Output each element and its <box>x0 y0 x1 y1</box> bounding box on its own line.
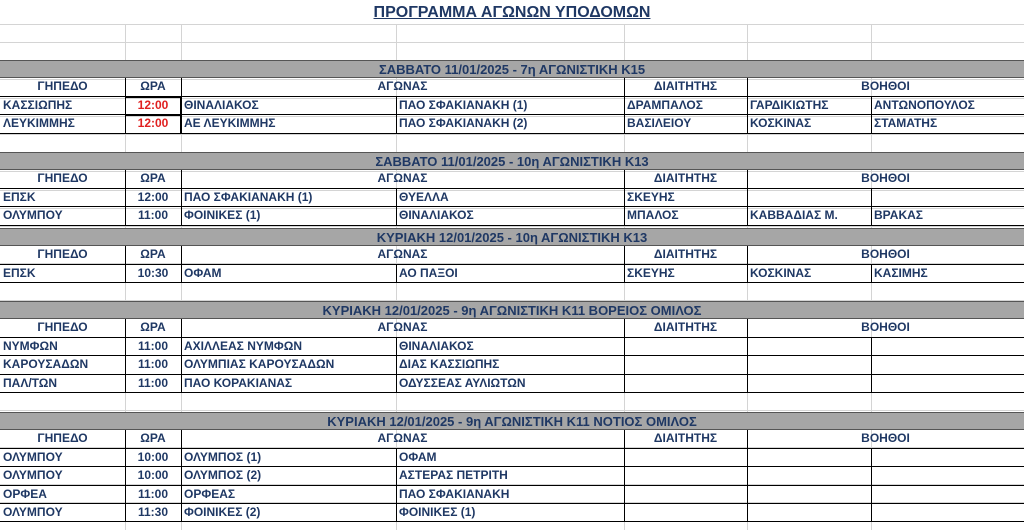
cell-venue: ΚΑΣΣΙΩΠΗΣ <box>3 97 73 112</box>
column-header-match: ΑΓΩΝΑΣ <box>377 431 428 446</box>
cell-assistant2: ΚΑΣΙΜΗΣ <box>874 265 928 280</box>
row-divider <box>0 246 1024 264</box>
cell-home: ΠΑΟ ΚΟΡΑΚΙΑΝΑΣ <box>184 375 293 390</box>
column-divider <box>624 319 625 337</box>
column-divider <box>747 78 748 96</box>
section-header: ΚΥΡΙΑΚΗ 12/01/2025 - 9η ΑΓΩΝΙΣΤΙΚΗ Κ11 ΝΟΤΙΟΣ ΟΜΙΛΟΣ <box>0 412 1024 430</box>
column-header-match: ΑΓΩΝΑΣ <box>377 247 428 262</box>
cell-away: ΘΙΝΑΛΙΑΚΟΣ <box>399 338 474 353</box>
cell-venue: ΟΛΥΜΠΟΥ <box>3 208 63 223</box>
cell-assistant1 <box>747 189 871 207</box>
column-header-referee: ΔΙΑΙΤΗΤΗΣ <box>653 431 718 446</box>
column-divider <box>181 78 182 96</box>
section-header: ΣΑΒΒΑΤΟ 11/01/2025 - 10η ΑΓΩΝΙΣΤΙΚΗ Κ13 <box>0 152 1024 170</box>
column-header-venue: ΓΗΠΕΔΟ <box>37 171 88 186</box>
cell-venue: ΟΡΦΕΑ <box>3 486 47 501</box>
column-header-referee: ΔΙΑΙΤΗΤΗΣ <box>653 171 718 186</box>
page-title: ΠΡΟΓΡΑΜΜΑ ΑΓΩΝΩΝ ΥΠΟΔΟΜΩΝ <box>373 4 651 21</box>
cell-time: 11:00 <box>137 375 169 390</box>
cell-home: ΟΡΦΕΑΣ <box>184 486 236 501</box>
cell-referee <box>624 467 747 485</box>
cell-time: 11:00 <box>137 208 169 223</box>
column-divider <box>125 78 126 96</box>
column-header-time: ΩΡΑ <box>140 247 166 262</box>
column-header-assistants: ΒΟΗΘΟΙ <box>861 320 910 335</box>
cell-referee <box>624 449 747 467</box>
cell-away: ΔΙΑΣ ΚΑΣΣΙΩΠΗΣ <box>399 357 500 372</box>
cell-home: ΟΛΥΜΠΙΑΣ ΚΑΡΟΥΣΑΔΩΝ <box>184 357 335 372</box>
cell-time: 10:30 <box>137 265 169 280</box>
row-divider <box>0 78 1024 96</box>
column-header-venue: ΓΗΠΕΔΟ <box>37 320 88 335</box>
cell-assistant2: ΣΤΑΜΑΤΗΣ <box>874 116 938 131</box>
row-divider <box>0 319 1024 337</box>
cell-away: ΘΙΝΑΛΙΑΚΟΣ <box>399 208 474 223</box>
cell-assistant2 <box>871 486 1024 504</box>
cell-assistant2: ΑΝΤΩΝΟΠΟΥΛΟΣ <box>874 97 975 112</box>
cell-referee <box>624 338 747 356</box>
cell-venue: ΛΕΥΚΙΜΜΗΣ <box>3 116 75 131</box>
cell-assistant2: ΒΡΑΚΑΣ <box>874 208 923 223</box>
column-header-time: ΩΡΑ <box>140 79 166 94</box>
column-header-assistants: ΒΟΗΘΟΙ <box>861 247 910 262</box>
column-header-time: ΩΡΑ <box>140 171 166 186</box>
column-divider <box>125 170 126 188</box>
cell-time: 11:00 <box>137 338 169 353</box>
column-divider <box>181 430 182 448</box>
cell-assistant1 <box>747 375 871 393</box>
cell-home: ΟΛΥΜΠΟΣ (1) <box>184 449 262 464</box>
column-divider <box>747 319 748 337</box>
cell-assistant1 <box>747 486 871 504</box>
cell-referee: ΣΚΕΥΗΣ <box>627 189 675 204</box>
cell-time: 12:00 <box>125 115 181 133</box>
cell-away: ΠΑΟ ΣΦΑΚΙΑΝΑΚΗ (2) <box>399 116 528 131</box>
cell-time: 12:00 <box>125 97 181 115</box>
column-header-time: ΩΡΑ <box>140 431 166 446</box>
cell-time: 11:00 <box>137 357 169 372</box>
cell-referee <box>624 504 747 522</box>
cell-venue: ΚΑΡΟΥΣΑΔΩΝ <box>3 357 89 372</box>
cell-assistant2 <box>871 356 1024 374</box>
cell-referee <box>624 356 747 374</box>
cell-away: ΠΑΟ ΣΦΑΚΙΑΝΑΚΗ <box>399 486 510 501</box>
cell-away: ΟΦΑΜ <box>399 449 437 464</box>
column-divider <box>624 78 625 96</box>
cell-home: ΠΑΟ ΣΦΑΚΙΑΝΑΚΗ (1) <box>184 189 313 204</box>
cell-assistant2 <box>871 449 1024 467</box>
column-header-assistants: ΒΟΗΘΟΙ <box>861 171 910 186</box>
cell-assistant1: ΓΑΡΔΙΚΙΩΤΗΣ <box>750 97 829 112</box>
cell-home: ΑΧΙΛΛΕΑΣ ΝΥΜΦΩΝ <box>184 338 303 353</box>
cell-venue: ΠΑΛ/ΤΩΝ <box>3 375 58 390</box>
column-divider <box>125 430 126 448</box>
column-divider <box>624 170 625 188</box>
column-header-assistants: ΒΟΗΘΟΙ <box>861 431 910 446</box>
cell-assistant2 <box>871 504 1024 522</box>
cell-time: 11:00 <box>137 486 169 501</box>
cell-time: 10:00 <box>137 449 169 464</box>
cell-away: ΑΣΤΕΡΑΣ ΠΕΤΡΙΤΗ <box>399 468 508 483</box>
cell-away: ΠΑΟ ΣΦΑΚΙΑΝΑΚΗ (1) <box>399 97 528 112</box>
cell-assistant2 <box>871 338 1024 356</box>
row-divider <box>0 430 1024 448</box>
column-header-venue: ΓΗΠΕΔΟ <box>37 79 88 94</box>
column-divider <box>747 170 748 188</box>
cell-home: ΟΦΑΜ <box>184 265 222 280</box>
cell-venue: ΕΠΣΚ <box>3 265 36 280</box>
cell-referee <box>624 375 747 393</box>
column-header-referee: ΔΙΑΙΤΗΤΗΣ <box>653 79 718 94</box>
cell-assistant1 <box>747 356 871 374</box>
cell-time: 10:00 <box>137 468 169 483</box>
column-divider <box>125 319 126 337</box>
cell-assistant1: ΚΟΣΚΙΝΑΣ <box>750 116 812 131</box>
cell-venue: ΕΠΣΚ <box>3 189 36 204</box>
column-divider <box>747 246 748 264</box>
cell-referee: ΣΚΕΥΗΣ <box>627 265 675 280</box>
cell-away: ΟΔΥΣΣΕΑΣ ΑΥΛΙΩΤΩΝ <box>399 375 526 390</box>
cell-home: ΟΛΥΜΠΟΣ (2) <box>184 468 262 483</box>
column-header-match: ΑΓΩΝΑΣ <box>377 320 428 335</box>
section-header: ΚΥΡΙΑΚΗ 12/01/2025 - 9η ΑΓΩΝΙΣΤΙΚΗ Κ11 ΒΟΡΕΙΟΣ ΟΜΙΛΟΣ <box>0 301 1024 319</box>
cell-assistant1 <box>747 504 871 522</box>
section-header: ΣΑΒΒΑΤΟ 11/01/2025 - 7η ΑΓΩΝΙΣΤΙΚΗ Κ15 <box>0 60 1024 78</box>
cell-away: ΘΥΕΛΛΑ <box>399 189 449 204</box>
cell-assistant1 <box>747 449 871 467</box>
cell-venue: ΟΛΥΜΠΟΥ <box>3 468 63 483</box>
cell-referee: ΜΠΑΛΟΣ <box>627 208 679 223</box>
column-divider <box>624 246 625 264</box>
cell-assistant2 <box>871 189 1024 207</box>
row-divider <box>0 170 1024 188</box>
section-header: ΚΥΡΙΑΚΗ 12/01/2025 - 10η ΑΓΩΝΙΣΤΙΚΗ Κ13 <box>0 228 1024 246</box>
cell-venue: ΟΛΥΜΠΟΥ <box>3 505 63 519</box>
cell-assistant1 <box>747 467 871 485</box>
cell-venue: ΝΥΜΦΩΝ <box>3 338 58 353</box>
cell-home: ΘΙΝΑΛΙΑΚΟΣ <box>184 97 259 112</box>
column-divider <box>747 430 748 448</box>
cell-assistant1 <box>747 338 871 356</box>
column-header-referee: ΔΙΑΙΤΗΤΗΣ <box>653 247 718 262</box>
cell-home: ΦΟΙΝΙΚΕΣ (2) <box>184 505 261 519</box>
column-header-match: ΑΓΩΝΑΣ <box>377 171 428 186</box>
column-divider <box>181 246 182 264</box>
cell-referee: ΔΡΑΜΠΑΛΟΣ <box>627 97 703 112</box>
cell-time: 11:30 <box>137 505 169 519</box>
cell-assistant2 <box>871 375 1024 393</box>
column-divider <box>181 170 182 188</box>
column-divider <box>125 246 126 264</box>
cell-referee: ΒΑΣΙΛΕΙΟΥ <box>627 116 692 131</box>
cell-time: 12:00 <box>137 189 169 204</box>
cell-assistant2 <box>871 467 1024 485</box>
cell-home: ΑΕ ΛΕΥΚΙΜΜΗΣ <box>184 116 276 131</box>
column-header-referee: ΔΙΑΙΤΗΤΗΣ <box>653 320 718 335</box>
column-header-venue: ΓΗΠΕΔΟ <box>37 431 88 446</box>
column-header-assistants: ΒΟΗΘΟΙ <box>861 79 910 94</box>
column-header-venue: ΓΗΠΕΔΟ <box>37 247 88 262</box>
cell-home: ΦΟΙΝΙΚΕΣ (1) <box>184 208 261 223</box>
cell-venue: ΟΛΥΜΠΟΥ <box>3 449 63 464</box>
cell-referee <box>624 486 747 504</box>
column-header-match: ΑΓΩΝΑΣ <box>377 79 428 94</box>
cell-assistant1: ΚΟΣΚΙΝΑΣ <box>750 265 812 280</box>
cell-away: ΦΟΙΝΙΚΕΣ (1) <box>399 505 476 519</box>
column-header-time: ΩΡΑ <box>140 320 166 335</box>
cell-assistant1: ΚΑΒΒΑΔΙΑΣ Μ. <box>750 208 838 223</box>
cell-away: ΑΟ ΠΑΞΟΙ <box>399 265 458 280</box>
column-divider <box>181 319 182 337</box>
column-divider <box>624 430 625 448</box>
